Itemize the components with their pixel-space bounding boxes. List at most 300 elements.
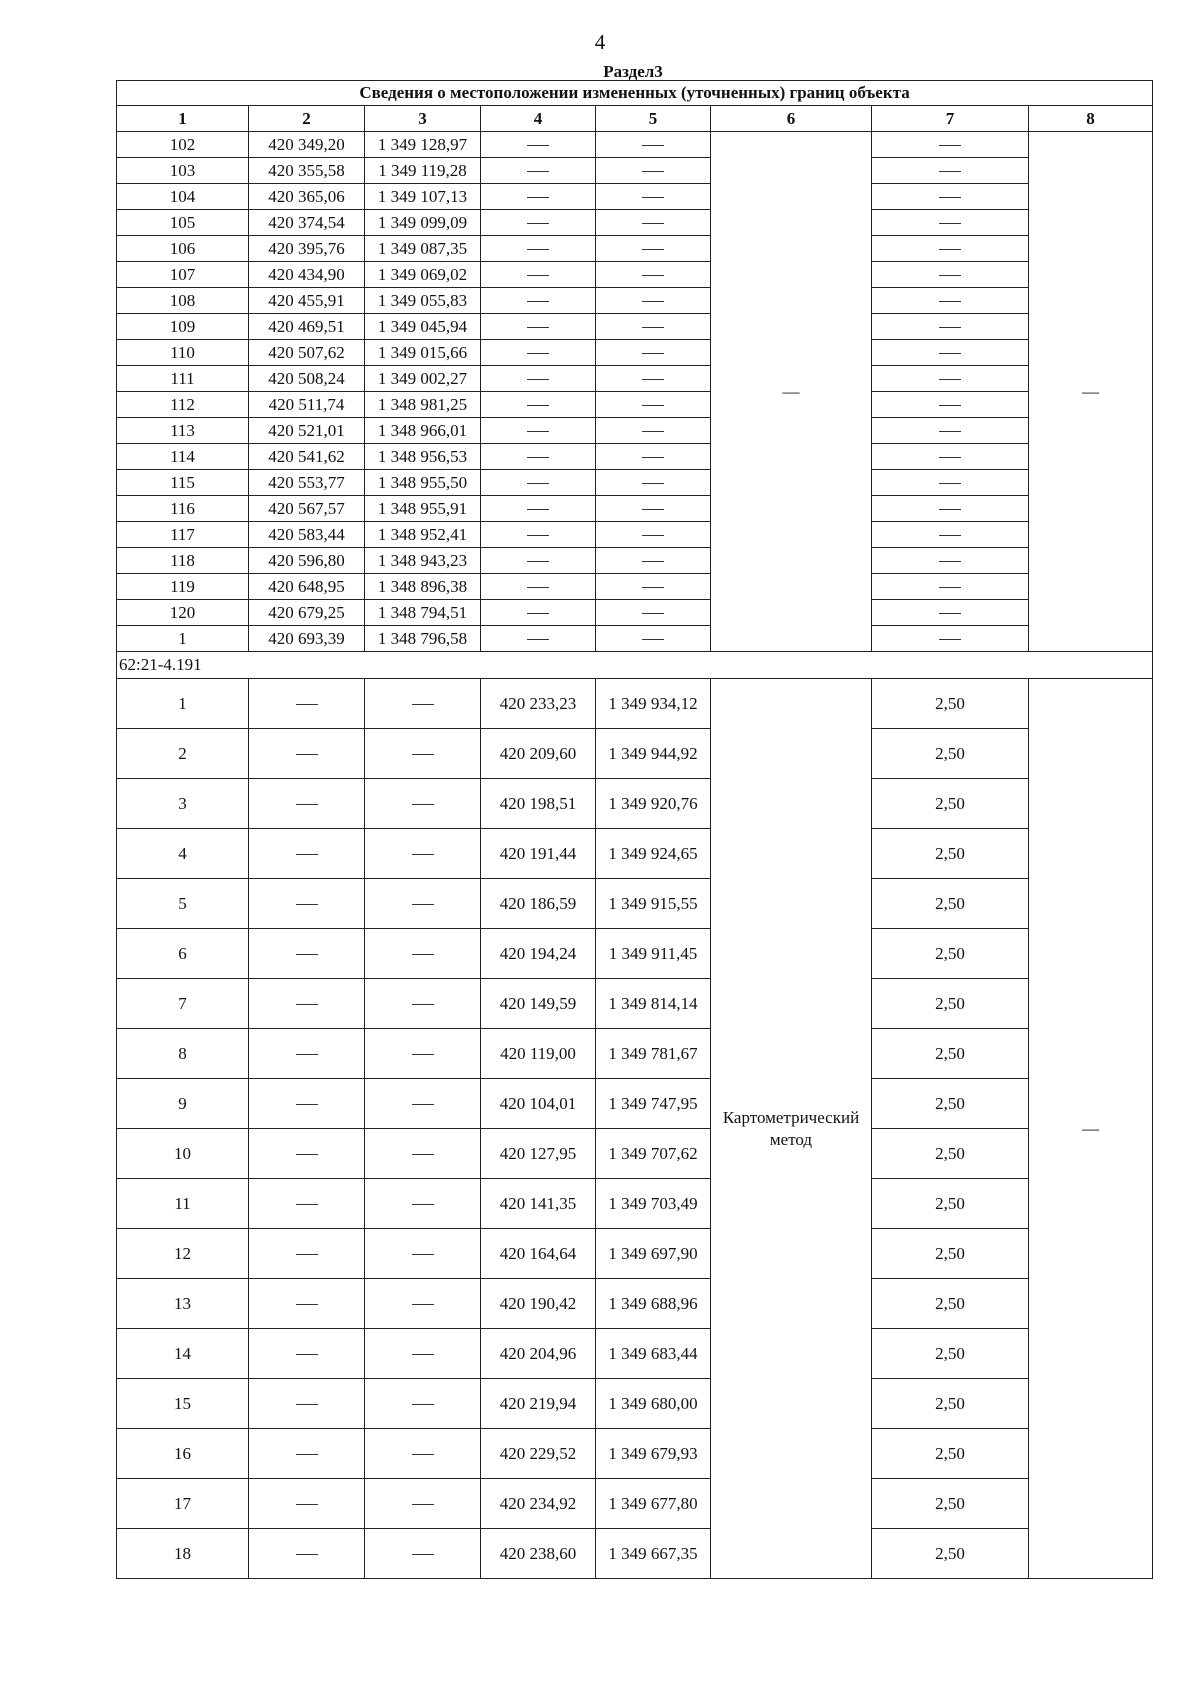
boundary-table — [116, 80, 1153, 1579]
dash-mark — [296, 1454, 318, 1455]
point-number: 109 — [117, 314, 249, 340]
dash-mark — [412, 1554, 434, 1555]
accuracy-cell: 2,50 — [872, 1429, 1029, 1479]
dash-mark — [939, 561, 961, 562]
accuracy-cell: 2,50 — [872, 1129, 1029, 1179]
new-coord-x — [481, 626, 596, 652]
coord-y: 1 349 814,14 — [596, 979, 711, 1029]
dash-mark — [527, 457, 549, 458]
table-row — [117, 1179, 1153, 1229]
coord-y: 1 349 107,13 — [365, 184, 481, 210]
coord-y: 1 349 920,76 — [596, 779, 711, 829]
dash-mark — [642, 197, 664, 198]
table-row — [117, 1029, 1153, 1079]
coord-y: 1 349 667,35 — [596, 1529, 711, 1579]
accuracy-cell — [872, 314, 1029, 340]
new-coord-x — [481, 236, 596, 262]
cadastral-section — [117, 652, 1153, 679]
accuracy-cell — [872, 158, 1029, 184]
dash-mark — [642, 535, 664, 536]
dash-mark — [527, 171, 549, 172]
accuracy-cell — [872, 600, 1029, 626]
point-number: 16 — [117, 1429, 249, 1479]
new-coord-x — [481, 392, 596, 418]
point-number: 106 — [117, 236, 249, 262]
dash-mark — [412, 804, 434, 805]
coord-x: 420 583,44 — [249, 522, 365, 548]
accuracy-cell — [872, 574, 1029, 600]
accuracy-cell: 2,50 — [872, 779, 1029, 829]
dash-mark — [939, 327, 961, 328]
coord-y: 1 349 915,55 — [596, 879, 711, 929]
dash-mark — [939, 509, 961, 510]
table-caption: Сведения о местоположении измененных (уточненных) границ объекта — [117, 81, 1153, 106]
coord-x: 420 469,51 — [249, 314, 365, 340]
table-row — [117, 444, 1153, 470]
coord-y: 1 349 934,12 — [596, 679, 711, 729]
old-coord-y — [365, 1179, 481, 1229]
table-row — [117, 1129, 1153, 1179]
old-coord-x — [249, 1129, 365, 1179]
old-coord-x — [249, 729, 365, 779]
new-coord-x — [481, 210, 596, 236]
point-number: 110 — [117, 340, 249, 366]
point-number: 7 — [117, 979, 249, 1029]
table-row — [117, 288, 1153, 314]
table-row — [117, 574, 1153, 600]
accuracy-cell: 2,50 — [872, 879, 1029, 929]
old-coord-y — [365, 829, 481, 879]
new-coord-y — [596, 626, 711, 652]
dash-mark — [527, 431, 549, 432]
new-coord-y — [596, 496, 711, 522]
table-row — [117, 470, 1153, 496]
point-number: 1 — [117, 679, 249, 729]
table-row — [117, 496, 1153, 522]
old-coord-x — [249, 1079, 365, 1129]
coord-y: 1 348 956,53 — [365, 444, 481, 470]
dash-mark — [642, 145, 664, 146]
new-coord-y — [596, 314, 711, 340]
dash-mark — [412, 1104, 434, 1105]
dash-mark — [642, 457, 664, 458]
point-number: 4 — [117, 829, 249, 879]
dash-mark — [527, 327, 549, 328]
coord-x: 420 219,94 — [481, 1379, 596, 1429]
old-coord-x — [249, 829, 365, 879]
coord-x: 420 693,39 — [249, 626, 365, 652]
new-coord-y — [596, 418, 711, 444]
old-coord-y — [365, 879, 481, 929]
new-coord-x — [481, 444, 596, 470]
coord-x: 420 209,60 — [481, 729, 596, 779]
column-header: 7 — [872, 106, 1029, 132]
dash-mark — [527, 613, 549, 614]
column-header: 2 — [249, 106, 365, 132]
accuracy-cell — [872, 340, 1029, 366]
coord-x: 420 679,25 — [249, 600, 365, 626]
old-coord-y — [365, 1229, 481, 1279]
coord-y: 1 349 944,92 — [596, 729, 711, 779]
old-coord-y — [365, 1029, 481, 1079]
coord-y: 1 348 943,23 — [365, 548, 481, 574]
dash-mark — [642, 223, 664, 224]
new-coord-y — [596, 158, 711, 184]
dash-mark — [296, 904, 318, 905]
new-coord-y — [596, 340, 711, 366]
point-number: 9 — [117, 1079, 249, 1129]
accuracy-cell: 2,50 — [872, 1079, 1029, 1129]
coord-y: 1 349 707,62 — [596, 1129, 711, 1179]
coord-x: 420 141,35 — [481, 1179, 596, 1229]
dash-mark — [412, 1404, 434, 1405]
accuracy-cell — [872, 210, 1029, 236]
old-coord-x — [249, 1179, 365, 1229]
coord-x: 420 511,74 — [249, 392, 365, 418]
accuracy-cell — [872, 262, 1029, 288]
coord-y: 1 349 055,83 — [365, 288, 481, 314]
dash-mark — [412, 1254, 434, 1255]
dash-mark — [296, 1004, 318, 1005]
accuracy-cell: 2,50 — [872, 1279, 1029, 1329]
point-number: 111 — [117, 366, 249, 392]
coord-y: 1 348 966,01 — [365, 418, 481, 444]
column-header: 5 — [596, 106, 711, 132]
new-coord-y — [596, 444, 711, 470]
dash-mark — [939, 145, 961, 146]
new-coord-y — [596, 236, 711, 262]
coord-y: 1 348 952,41 — [365, 522, 481, 548]
table-row — [117, 1279, 1153, 1329]
table-row — [117, 929, 1153, 979]
point-number: 105 — [117, 210, 249, 236]
method-cell: Картометрический метод — [711, 679, 872, 1579]
dash-mark — [642, 327, 664, 328]
dash-mark — [642, 379, 664, 380]
coord-y: 1 349 679,93 — [596, 1429, 711, 1479]
block2-body — [117, 679, 1153, 1579]
coord-y: 1 349 119,28 — [365, 158, 481, 184]
coord-x: 420 198,51 — [481, 779, 596, 829]
coord-x: 420 149,59 — [481, 979, 596, 1029]
dash-mark — [296, 1254, 318, 1255]
coord-x: 420 365,06 — [249, 184, 365, 210]
description-cell: — — [1029, 679, 1153, 1579]
new-coord-x — [481, 418, 596, 444]
dash-mark — [939, 457, 961, 458]
accuracy-cell — [872, 470, 1029, 496]
coord-x: 420 190,42 — [481, 1279, 596, 1329]
table-row — [117, 366, 1153, 392]
coord-y: 1 348 981,25 — [365, 392, 481, 418]
table-row — [117, 340, 1153, 366]
table-row — [117, 626, 1153, 652]
dash-mark — [939, 249, 961, 250]
coord-x: 420 234,92 — [481, 1479, 596, 1529]
accuracy-cell: 2,50 — [872, 729, 1029, 779]
table-row — [117, 729, 1153, 779]
dash-mark — [527, 223, 549, 224]
old-coord-x — [249, 1429, 365, 1479]
new-coord-y — [596, 366, 711, 392]
accuracy-cell: 2,50 — [872, 1479, 1029, 1529]
table-row — [117, 1329, 1153, 1379]
dash-mark — [642, 639, 664, 640]
point-number: 11 — [117, 1179, 249, 1229]
dash-mark — [296, 1404, 318, 1405]
dash-mark — [296, 1054, 318, 1055]
new-coord-x — [481, 496, 596, 522]
dash-mark — [642, 353, 664, 354]
old-coord-y — [365, 1529, 481, 1579]
coord-y: 1 349 911,45 — [596, 929, 711, 979]
old-coord-y — [365, 779, 481, 829]
dash-mark — [296, 1204, 318, 1205]
new-coord-y — [596, 522, 711, 548]
new-coord-x — [481, 340, 596, 366]
dash-mark — [939, 379, 961, 380]
table-row — [117, 392, 1153, 418]
coord-y: 1 349 697,90 — [596, 1229, 711, 1279]
accuracy-cell: 2,50 — [872, 1029, 1029, 1079]
new-coord-x — [481, 574, 596, 600]
coord-y: 1 349 781,67 — [596, 1029, 711, 1079]
new-coord-y — [596, 600, 711, 626]
dash-mark — [296, 1354, 318, 1355]
new-coord-x — [481, 184, 596, 210]
coord-x: 420 238,60 — [481, 1529, 596, 1579]
old-coord-x — [249, 1229, 365, 1279]
column-header: 8 — [1029, 106, 1153, 132]
dash-mark — [412, 1154, 434, 1155]
old-coord-x — [249, 1279, 365, 1329]
coord-x: 420 521,01 — [249, 418, 365, 444]
dash-mark — [939, 197, 961, 198]
point-number: 1 — [117, 626, 249, 652]
new-coord-x — [481, 314, 596, 340]
dash-mark — [296, 804, 318, 805]
dash-mark — [412, 1054, 434, 1055]
coord-x: 420 229,52 — [481, 1429, 596, 1479]
accuracy-cell — [872, 236, 1029, 262]
table-row — [117, 600, 1153, 626]
new-coord-x — [481, 158, 596, 184]
accuracy-cell: 2,50 — [872, 679, 1029, 729]
new-coord-x — [481, 522, 596, 548]
new-coord-y — [596, 392, 711, 418]
table-row — [117, 236, 1153, 262]
new-coord-y — [596, 288, 711, 314]
coord-x: 420 119,00 — [481, 1029, 596, 1079]
block1-body — [117, 132, 1153, 652]
coord-x: 420 127,95 — [481, 1129, 596, 1179]
old-coord-x — [249, 879, 365, 929]
coord-y: 1 349 688,96 — [596, 1279, 711, 1329]
old-coord-y — [365, 1129, 481, 1179]
dash-mark — [642, 431, 664, 432]
coord-x: 420 194,24 — [481, 929, 596, 979]
table-row — [117, 158, 1153, 184]
coord-x: 420 104,01 — [481, 1079, 596, 1129]
accuracy-cell: 2,50 — [872, 1379, 1029, 1429]
new-coord-y — [596, 574, 711, 600]
accuracy-cell — [872, 496, 1029, 522]
table-row — [117, 1479, 1153, 1529]
point-number: 103 — [117, 158, 249, 184]
table-row — [117, 979, 1153, 1029]
accuracy-cell — [872, 288, 1029, 314]
column-header: 1 — [117, 106, 249, 132]
point-number: 114 — [117, 444, 249, 470]
dash-mark — [939, 587, 961, 588]
coord-x: 420 455,91 — [249, 288, 365, 314]
dash-mark — [412, 904, 434, 905]
coord-x: 420 596,80 — [249, 548, 365, 574]
dash-mark — [296, 704, 318, 705]
dash-mark — [296, 854, 318, 855]
new-coord-x — [481, 366, 596, 392]
dash-mark — [412, 1354, 434, 1355]
new-coord-y — [596, 470, 711, 496]
dash-mark — [412, 854, 434, 855]
old-coord-y — [365, 1079, 481, 1129]
dash-mark — [642, 405, 664, 406]
dash-mark — [939, 613, 961, 614]
dash-mark — [939, 171, 961, 172]
table-row — [117, 522, 1153, 548]
point-number: 116 — [117, 496, 249, 522]
dash-mark — [939, 275, 961, 276]
table-row — [117, 679, 1153, 729]
table-row — [117, 829, 1153, 879]
old-coord-y — [365, 1279, 481, 1329]
coord-x: 420 648,95 — [249, 574, 365, 600]
dash-mark — [939, 431, 961, 432]
point-number: 2 — [117, 729, 249, 779]
dash-mark — [642, 275, 664, 276]
old-coord-x — [249, 1379, 365, 1429]
coord-x: 420 233,23 — [481, 679, 596, 729]
header-row — [117, 106, 1153, 132]
new-coord-x — [481, 470, 596, 496]
point-number: 102 — [117, 132, 249, 158]
old-coord-x — [249, 1029, 365, 1079]
new-coord-x — [481, 548, 596, 574]
accuracy-cell — [872, 132, 1029, 158]
point-number: 3 — [117, 779, 249, 829]
dash-mark — [642, 509, 664, 510]
dash-mark — [642, 301, 664, 302]
table-row — [117, 1079, 1153, 1129]
coord-y: 1 349 680,00 — [596, 1379, 711, 1429]
dash-mark — [939, 535, 961, 536]
point-number: 15 — [117, 1379, 249, 1429]
old-coord-x — [249, 1329, 365, 1379]
dash-mark — [296, 954, 318, 955]
dash-mark — [527, 509, 549, 510]
point-number: 108 — [117, 288, 249, 314]
table-row — [117, 314, 1153, 340]
dash-mark — [412, 954, 434, 955]
old-coord-y — [365, 1429, 481, 1479]
accuracy-cell: 2,50 — [872, 1329, 1029, 1379]
table-row — [117, 1379, 1153, 1429]
dash-mark — [642, 249, 664, 250]
coord-y: 1 349 924,65 — [596, 829, 711, 879]
old-coord-y — [365, 929, 481, 979]
coord-y: 1 348 794,51 — [365, 600, 481, 626]
accuracy-cell — [872, 184, 1029, 210]
old-coord-y — [365, 1379, 481, 1429]
new-coord-y — [596, 184, 711, 210]
coord-x: 420 191,44 — [481, 829, 596, 879]
table-row — [117, 418, 1153, 444]
dash-mark — [296, 1554, 318, 1555]
point-number: 112 — [117, 392, 249, 418]
point-number: 107 — [117, 262, 249, 288]
old-coord-y — [365, 679, 481, 729]
dash-mark — [527, 275, 549, 276]
point-number: 10 — [117, 1129, 249, 1179]
method-cell: — — [711, 132, 872, 652]
coord-x: 420 395,76 — [249, 236, 365, 262]
table-row — [117, 879, 1153, 929]
table-row — [117, 779, 1153, 829]
dash-mark — [527, 379, 549, 380]
point-number: 6 — [117, 929, 249, 979]
point-number: 115 — [117, 470, 249, 496]
dash-mark — [296, 1504, 318, 1505]
coord-y: 1 349 069,02 — [365, 262, 481, 288]
old-coord-y — [365, 1329, 481, 1379]
coord-y: 1 349 747,95 — [596, 1079, 711, 1129]
description-cell: — — [1029, 132, 1153, 652]
coord-y: 1 349 683,44 — [596, 1329, 711, 1379]
dash-mark — [296, 1304, 318, 1305]
old-coord-x — [249, 679, 365, 729]
accuracy-cell: 2,50 — [872, 1529, 1029, 1579]
dash-mark — [642, 171, 664, 172]
dash-mark — [642, 561, 664, 562]
new-coord-x — [481, 288, 596, 314]
dash-mark — [527, 301, 549, 302]
dash-mark — [939, 405, 961, 406]
dash-mark — [412, 1304, 434, 1305]
dash-mark — [527, 353, 549, 354]
coord-x: 420 349,20 — [249, 132, 365, 158]
dash-mark — [527, 587, 549, 588]
new-coord-y — [596, 210, 711, 236]
coord-x: 420 204,96 — [481, 1329, 596, 1379]
old-coord-y — [365, 979, 481, 1029]
point-number: 113 — [117, 418, 249, 444]
dash-mark — [412, 754, 434, 755]
coord-y: 1 349 128,97 — [365, 132, 481, 158]
coord-x: 420 541,62 — [249, 444, 365, 470]
table-row — [117, 210, 1153, 236]
old-coord-x — [249, 1479, 365, 1529]
dash-mark — [527, 561, 549, 562]
coord-y: 1 348 955,50 — [365, 470, 481, 496]
accuracy-cell — [872, 366, 1029, 392]
coord-y: 1 349 002,27 — [365, 366, 481, 392]
coord-x: 420 186,59 — [481, 879, 596, 929]
old-coord-x — [249, 779, 365, 829]
point-number: 118 — [117, 548, 249, 574]
dash-mark — [939, 353, 961, 354]
dash-mark — [642, 587, 664, 588]
coord-y: 1 349 087,35 — [365, 236, 481, 262]
